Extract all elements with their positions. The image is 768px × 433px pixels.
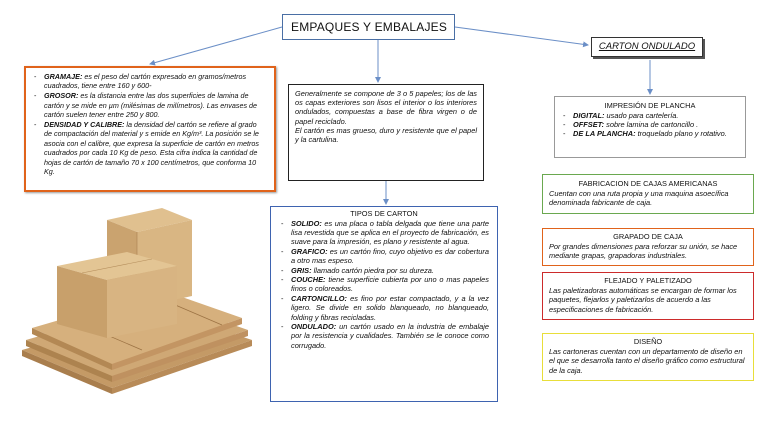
connector-title-left bbox=[150, 27, 282, 64]
grapado-text: Por grandes dimensiones para reforzar su unión, se hace mediante grapas, grapadoras industriales. bbox=[549, 241, 738, 261]
composicion-box bbox=[288, 84, 484, 181]
tipo-text: es fino por estar compactado, y a la vez ligero. Se divide en solido blanqueado, no blanqueado, folding y fibras recicladas. bbox=[291, 293, 489, 322]
flejado-paletizado-box bbox=[542, 272, 754, 320]
densidad-text: la densidad del cartón se refiere al grado de compactación del material y s emide en Kg/m³. La posición se le asocia con el calibre, que expresa la superficie de cartón en metros cuadrados por cada 10 Kg de peso. Esta cifra indica la cantidad de hojas de cartón de tamaño 70 x 100 centímetros, que conforma 10 Kg. bbox=[44, 120, 259, 177]
tipos-de-carton-box bbox=[270, 206, 498, 402]
impresion-text: troquelado plano y rotativo. bbox=[637, 129, 727, 139]
impresion-text: usado para cartelería. bbox=[606, 110, 679, 120]
impresion-term: DIGITAL: bbox=[573, 110, 605, 120]
tipo-term: GRAFICO: bbox=[291, 246, 328, 256]
grapado-heading: GRAPADO DE CAJA bbox=[613, 232, 683, 241]
tipo-term: COUCHE: bbox=[291, 275, 326, 285]
tipo-term: CARTONCILLO: bbox=[291, 293, 347, 303]
gramaje-grosor-densidad-box bbox=[24, 66, 276, 192]
gramaje-text: es el peso del cartón expresado en gramos/metros cuadrados, tiene entre 160 y 600- bbox=[44, 72, 247, 91]
tipo-text: un cartón usado en la industria de embalaje por la resistencia y cualidades. También se le conoce como corrugado. bbox=[291, 322, 489, 350]
grosor-text: es la distancia entre las dos superficies de lamina de cartón y se mide en µm (milésimas de milímetros). Las envases de cartón suelen tener entre 250 y 800. bbox=[44, 91, 258, 120]
tipo-text: llamado cartón piedra por su dureza. bbox=[313, 265, 434, 275]
connector-title-right bbox=[455, 27, 588, 45]
main-title: EMPAQUES Y EMBALAJES bbox=[282, 14, 455, 40]
fabricacion-heading: FABRICACION DE CAJAS AMERICANAS bbox=[578, 179, 718, 188]
composicion-text-2: El cartón es mas grueso, duro y resistente que el papel y la cartulina. bbox=[295, 125, 477, 145]
fabricacion-cajas-box bbox=[542, 174, 754, 214]
densidad-term: DENSIDAD Y CALIBRE: bbox=[44, 120, 125, 130]
flejado-heading: FLEJADO Y PALETIZADO bbox=[604, 276, 692, 285]
impresion-item-digital bbox=[573, 111, 739, 120]
impresion-term: DE LA PLANCHA: bbox=[573, 129, 636, 139]
grapado-de-caja-box bbox=[542, 228, 754, 266]
composicion-text: Generalmente se compone de 3 o 5 papeles; los de las os capas exteriores son lisos el interior o los interiores ondulados, compuestas a base de fibra virgen o de papel reciclado. bbox=[295, 89, 477, 126]
impresion-de-plancha-box bbox=[554, 96, 746, 158]
diseno-box bbox=[542, 333, 754, 381]
fabricacion-text: Cuentan con una ruta propia y una maquina asoecífica denominada fabricante de caja. bbox=[549, 188, 729, 208]
tipo-term: SOLIDO: bbox=[291, 218, 322, 228]
densidad-item bbox=[44, 120, 266, 176]
diseno-text: Las cartoneras cuentan con un departamento de diseño en el que se desarrolla tanto el diseño gráfico como estructural de la caja. bbox=[549, 346, 745, 375]
tipo-item-grafico bbox=[291, 247, 489, 266]
gramaje-item bbox=[44, 72, 266, 91]
impresion-item-plancha bbox=[573, 129, 739, 138]
tipo-item-gris bbox=[291, 266, 489, 275]
tipo-item-solido bbox=[291, 219, 489, 247]
impresion-item-offset bbox=[573, 120, 739, 129]
impresion-term: OFFSET: bbox=[573, 119, 605, 129]
gramaje-term: GRAMAJE: bbox=[44, 72, 83, 81]
tipos-heading: TIPOS DE CARTON bbox=[350, 209, 418, 218]
tipo-item-ondulado bbox=[291, 322, 489, 350]
grosor-item bbox=[44, 91, 266, 119]
tipo-text: tiene superficie cubierta por uno o mas papeles finos o coloreados. bbox=[291, 275, 489, 294]
flejado-text: Las paletizadoras automáticas se encargan de formar los paquetes, flejarlos y paletizarlos de acuerdo a las especificaciones de fabricación. bbox=[549, 285, 737, 314]
tipo-term: GRIS: bbox=[291, 265, 312, 275]
tipo-item-couche bbox=[291, 275, 489, 294]
carton-ondulado-title: CARTON ONDULADO bbox=[591, 37, 703, 57]
cardboard-boxes-illustration bbox=[12, 200, 262, 400]
tipo-text: es un cartón fino, cuyo objetivo es dar cobertura a otro mas espeso. bbox=[291, 246, 489, 266]
diseno-heading: DISEÑO bbox=[633, 337, 663, 346]
tipo-text: es una placa o tabla delgada que tiene una parte lisa revestida que se aplica en el proyecto de fabricación, es suave para la impresión, es plano y resistente al agua. bbox=[291, 218, 489, 247]
impresion-heading: IMPRESIÓN DE PLANCHA bbox=[604, 101, 696, 110]
impresion-text: sobre lamina de cartoncillo . bbox=[606, 119, 699, 129]
grosor-term: GROSOR: bbox=[44, 91, 79, 101]
small-box bbox=[57, 252, 177, 338]
tipo-term: ONDULADO: bbox=[291, 322, 337, 332]
tipo-item-cartoncillo bbox=[291, 294, 489, 322]
